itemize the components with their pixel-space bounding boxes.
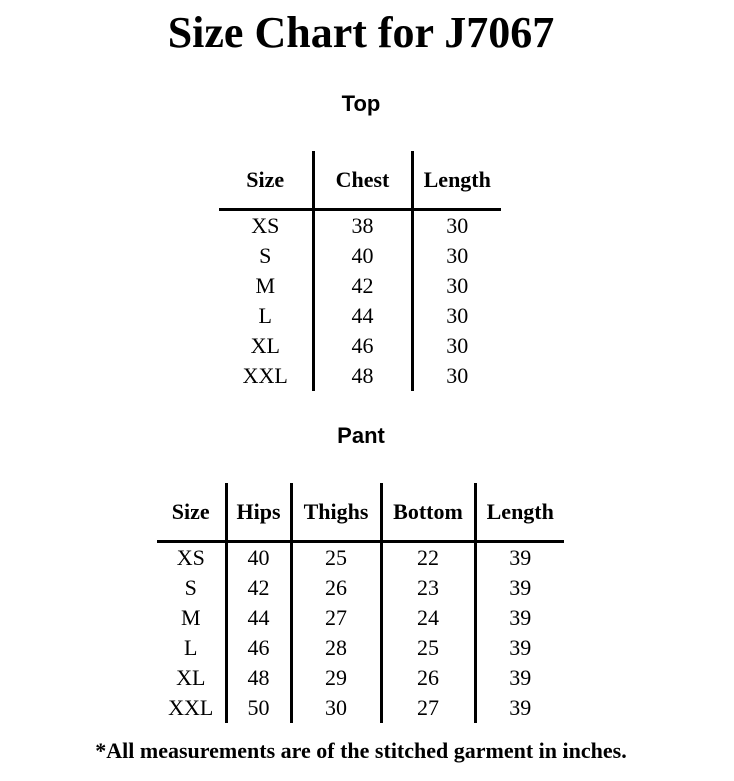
column-header-size: Size <box>219 151 313 210</box>
table-row <box>219 271 501 301</box>
chest-cell: 46 <box>313 331 412 361</box>
hips-cell: 46 <box>226 633 291 663</box>
bottom-cell: 27 <box>381 693 475 723</box>
size-cell: XXL <box>157 693 226 723</box>
size-cell: M <box>219 271 313 301</box>
length-cell: 39 <box>509 605 532 630</box>
table-header-row <box>157 483 564 542</box>
bottom-cell: 24 <box>381 603 475 633</box>
length-cell: 30 <box>446 363 469 388</box>
bottom-cell: 26 <box>381 663 475 693</box>
thighs-cell: 30 <box>291 693 381 723</box>
table-row <box>157 693 564 723</box>
length-cell: 39 <box>509 695 532 720</box>
hips-cell: 40 <box>226 542 291 574</box>
table-row <box>219 361 501 391</box>
thighs-cell: 25 <box>291 542 381 574</box>
length-cell: 30 <box>446 273 469 298</box>
hips-cell: 42 <box>226 573 291 603</box>
length-cell: 30 <box>446 213 469 238</box>
column-header-chest: Chest <box>313 151 412 210</box>
table-row <box>157 663 564 693</box>
chest-cell: 38 <box>313 210 412 242</box>
length-cell: 30 <box>446 333 469 358</box>
length-cell: 39 <box>509 575 532 600</box>
table-row <box>157 542 564 574</box>
top-size-table <box>219 151 501 391</box>
size-cell: M <box>157 603 226 633</box>
table-row <box>219 301 501 331</box>
chest-cell: 44 <box>313 301 412 331</box>
hips-cell: 48 <box>226 663 291 693</box>
thighs-cell: 27 <box>291 603 381 633</box>
table-row <box>219 210 501 242</box>
bottom-cell: 25 <box>381 633 475 663</box>
size-cell: XXL <box>219 361 313 391</box>
size-cell: L <box>157 633 226 663</box>
column-header-size: Size <box>157 483 226 542</box>
length-cell: 30 <box>446 243 469 268</box>
size-cell: XL <box>157 663 226 693</box>
column-header-length: Length <box>475 483 564 542</box>
size-cell: L <box>219 301 313 331</box>
table-row <box>219 241 501 271</box>
hips-cell: 50 <box>226 693 291 723</box>
size-cell: XS <box>219 210 313 242</box>
length-cell: 30 <box>446 303 469 328</box>
table-row <box>157 633 564 663</box>
column-header-thighs: Thighs <box>291 483 381 542</box>
bottom-cell: 22 <box>381 542 475 574</box>
table-row <box>157 573 564 603</box>
bottom-cell: 23 <box>381 573 475 603</box>
length-cell: 39 <box>509 665 532 690</box>
column-header-bottom: Bottom <box>381 483 475 542</box>
page-title: Size Chart for J7067 <box>167 8 555 57</box>
table-row <box>157 603 564 633</box>
chest-cell: 42 <box>313 271 412 301</box>
thighs-cell: 29 <box>291 663 381 693</box>
top-section-heading: Top <box>341 91 381 116</box>
length-cell: 39 <box>509 635 532 660</box>
size-cell: S <box>157 573 226 603</box>
table-header-row <box>219 151 501 210</box>
hips-cell: 44 <box>226 603 291 633</box>
pant-size-table <box>157 483 564 723</box>
column-header-hips: Hips <box>226 483 291 542</box>
thighs-cell: 28 <box>291 633 381 663</box>
chest-cell: 40 <box>313 241 412 271</box>
size-cell: XS <box>157 542 226 574</box>
chest-cell: 48 <box>313 361 412 391</box>
column-header-length: Length <box>412 151 501 210</box>
size-cell: S <box>219 241 313 271</box>
thighs-cell: 26 <box>291 573 381 603</box>
length-cell: 39 <box>509 545 532 570</box>
pant-section-heading: Pant <box>337 423 385 448</box>
measurement-footnote: *All measurements are of the stitched garment in inches. <box>95 738 627 763</box>
table-row <box>219 331 501 361</box>
size-cell: XL <box>219 331 313 361</box>
